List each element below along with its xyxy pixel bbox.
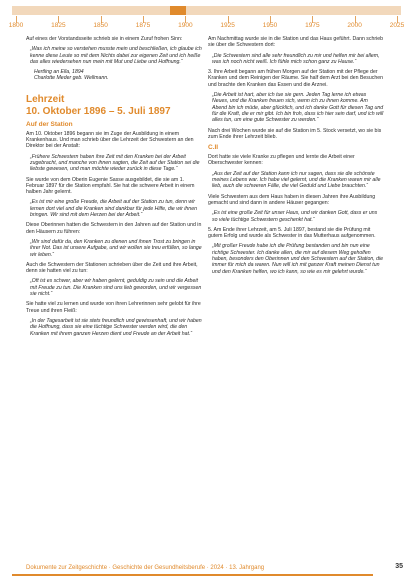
reference: Hertling an Ella, 1894 Charlotte Meder geb. Wellmann. xyxy=(34,69,109,82)
paragraph: Diese Oberinnen hatten die Schwestern in den Jahren auf der Station und in den Häusern zu führen: xyxy=(26,222,202,235)
paragraph: 5. Am Ende ihrer Lehrzeit, am 5. Juli 1897, bestand sie die Prüfung mit gutem Erfolg und wurde als Schwester in das Mutterhaus aufgenommen. xyxy=(208,226,376,240)
paragraph: Sie wurde von dem Oberin Eugenie Sasse ausgebildet, die sie am 1. Februar 1897 für die Station empfahl. Sie hat die schwere Arbeit in einem halben Jahr gelernt. xyxy=(26,176,195,196)
paragraph: Am Nachmittag wurde sie in die Station und das Haus geführt. Dann schrieb sie über die Schwestern dort: xyxy=(208,36,384,49)
timeline-year-label: 2000 xyxy=(347,22,362,29)
quote: „Die Schwestern sind alle sehr freundlich zu mir und helfen mir bei allem, was ich noch nicht weiß. Ich fühle mich schon ganz zu Hause.“ xyxy=(212,52,380,65)
quote: „Was ich meine so verstehen musste mein und beschließen, ich glaube ich kenne diese Leute so mit dem Nichts dabei zur eigenen Zeit und ich heiße das alles wiedersehen nun mein mit Mut und Liebe und Hoffnung.“ xyxy=(30,46,202,65)
footer-rule xyxy=(12,574,373,576)
page-footer xyxy=(0,563,413,579)
timeline-year-label: 1900 xyxy=(178,22,193,29)
quote: „Oft ist es schwer, aber wir haben gelernt, geduldig zu sein und die Arbeit mit Freude zu tun. Die Kranken sind uns lieb geworden, und wir vergessen sie nicht.“ xyxy=(30,278,202,298)
timeline-year-label: 1925 xyxy=(220,22,235,29)
paragraph: Am 10. Oktober 1896 begann sie im Zuge der Ausbildung in einem Krankenhaus. Und man schrieb über die Lehrzeit der Schwestern an den Direktor bei der Anstalt: xyxy=(26,130,194,150)
timeline-highlight xyxy=(170,6,186,15)
paragraph: Viele Schwestern aus dem Haus haben in diesen Jahren ihre Ausbildung gemacht und sind dann in andere Häuser gegangen: xyxy=(208,193,376,206)
timeline-year-label: 1975 xyxy=(305,22,320,29)
paragraph: Nach drei Wochen wurde sie auf die Station im 5. Stock versetzt, wo sie bis zum Ende ihrer Lehrzeit blieb. xyxy=(208,127,382,140)
quote: „Mit großer Freude habe ich die Prüfung bestanden und bin nun eine richtige Schwester. Ich danke allen, die mir auf diesem Weg geholfen haben, besonders den Oberinnen und den Schwestern auf der Station, die immer für mich da waren. Nun will ich mit ganzer Kraft meinen Dienst tun und den Kranken helfen, wo ich kann, so wie es mir gelehrt wurde.“ xyxy=(212,243,384,275)
subheading: Auf der Station xyxy=(26,120,73,128)
section-heading: Lehrzeit 10. Oktober 1896 – 5. Juli 1897 xyxy=(26,93,171,117)
right-column xyxy=(208,36,384,279)
quote: „Aus der Zeit auf der Station kann ich nur sagen, dass sie die schönste meines Lebens war. Ich habe viel gelernt, und die Kranken waren mir alle lieb, auch die schweren Fälle, die viel Geduld und Liebe brauchten.“ xyxy=(212,170,381,190)
paragraph: 3. Ihre Arbeit begann am frühen Morgen auf der Station mit der Pflege der Kranken und dem Reinigen der Räume. Sie half dem Arzt bei den Besuchen und brachte den Kranken das Essen und die Arznei. xyxy=(208,69,384,88)
page-number: 35 xyxy=(395,563,403,570)
footer-text: Dokumente zur Zeitgeschichte · Geschichte der Gesundheitsberufe · 2024 · 13. Jahrgang xyxy=(26,565,265,571)
timeline-year-label: 1850 xyxy=(93,22,108,29)
timeline xyxy=(0,0,413,30)
quote: „Die Arbeit ist hart, aber ich tue sie gern. Jeden Tag lerne ich etwas Neues, und die Kranken freuen sich, wenn ich zu ihnen komme. Am Abend bin ich müde, aber glücklich, und ich danke Gott für diesen Tag und für die Kraft, die er mir gibt. Ich bin froh, dass ich hier sein darf, und ich will alles tun, um eine gute Schwester zu werden.“ xyxy=(212,92,384,124)
paragraph: Auch die Schwestern der Stationen schrieben über die Zeit und ihre Arbeit, denn sie hatten viel zu tun: xyxy=(26,261,198,275)
quote: „Frühere Schwestern haben ihre Zeit mit den Kranken bei der Arbeit zugebracht, und manche von ihnen sagten, die Zeit auf der Station sei die liebste gewesen, und man möchte wieder zurück in diese Tage.“ xyxy=(30,153,200,173)
timeline-year-label: 1875 xyxy=(135,22,151,29)
timeline-year-label: 1800 xyxy=(8,22,24,29)
paragraph: Dort hatte sie viele Kranke zu pflegen und lernte die Arbeit einer Oberschwester kennen: xyxy=(208,154,355,167)
timeline-year-label: 1950 xyxy=(262,22,278,29)
timeline-bar xyxy=(12,6,401,15)
timeline-year-label: 1825 xyxy=(51,22,66,29)
paragraph: Auf eines der Vorstandsseite schrieb sie in einem Zuruf frohen Sinn: xyxy=(26,36,183,42)
timeline-year-label: 2025 xyxy=(389,22,405,29)
quote: „Es ist eine große Zeit für unser Haus, und wir danken Gott, dass er uns so viele tüchtige Schwestern geschenkt hat.“ xyxy=(212,210,378,223)
quote: „Wir sind dafür da, den Kranken zu dienen und ihnen Trost zu bringen in ihrer Not. Das ist unsere Aufgabe, und wir wollen sie treu erfüllen, so lange wir leben.“ xyxy=(30,238,202,258)
paragraph: Sie hatte viel zu lernen und wurde von ihren Lehrerinnen sehr gelobt für ihre Treue und ihren Fleiß: xyxy=(26,301,201,314)
left-column xyxy=(26,36,202,341)
quote: „In der Tagesarbeit ist sie stets freundlich und gewissenhaft, und wir haben die Hoffnung, dass sie eine tüchtige Schwester werden wird, die den Kranken mit ihrem ganzen Herzen dient und Freude an der Arbeit hat.“ xyxy=(30,317,202,337)
subheading: C.II xyxy=(208,144,219,152)
quote: „Es ist mir eine große Freude, die Arbeit auf der Station zu tun, denn wir lernen dort viel und die Kranken sind dankbar für jede Hilfe, die wir ihnen bringen. Wir sind mit dem Herzen bei der Arbeit.“ xyxy=(30,199,197,219)
